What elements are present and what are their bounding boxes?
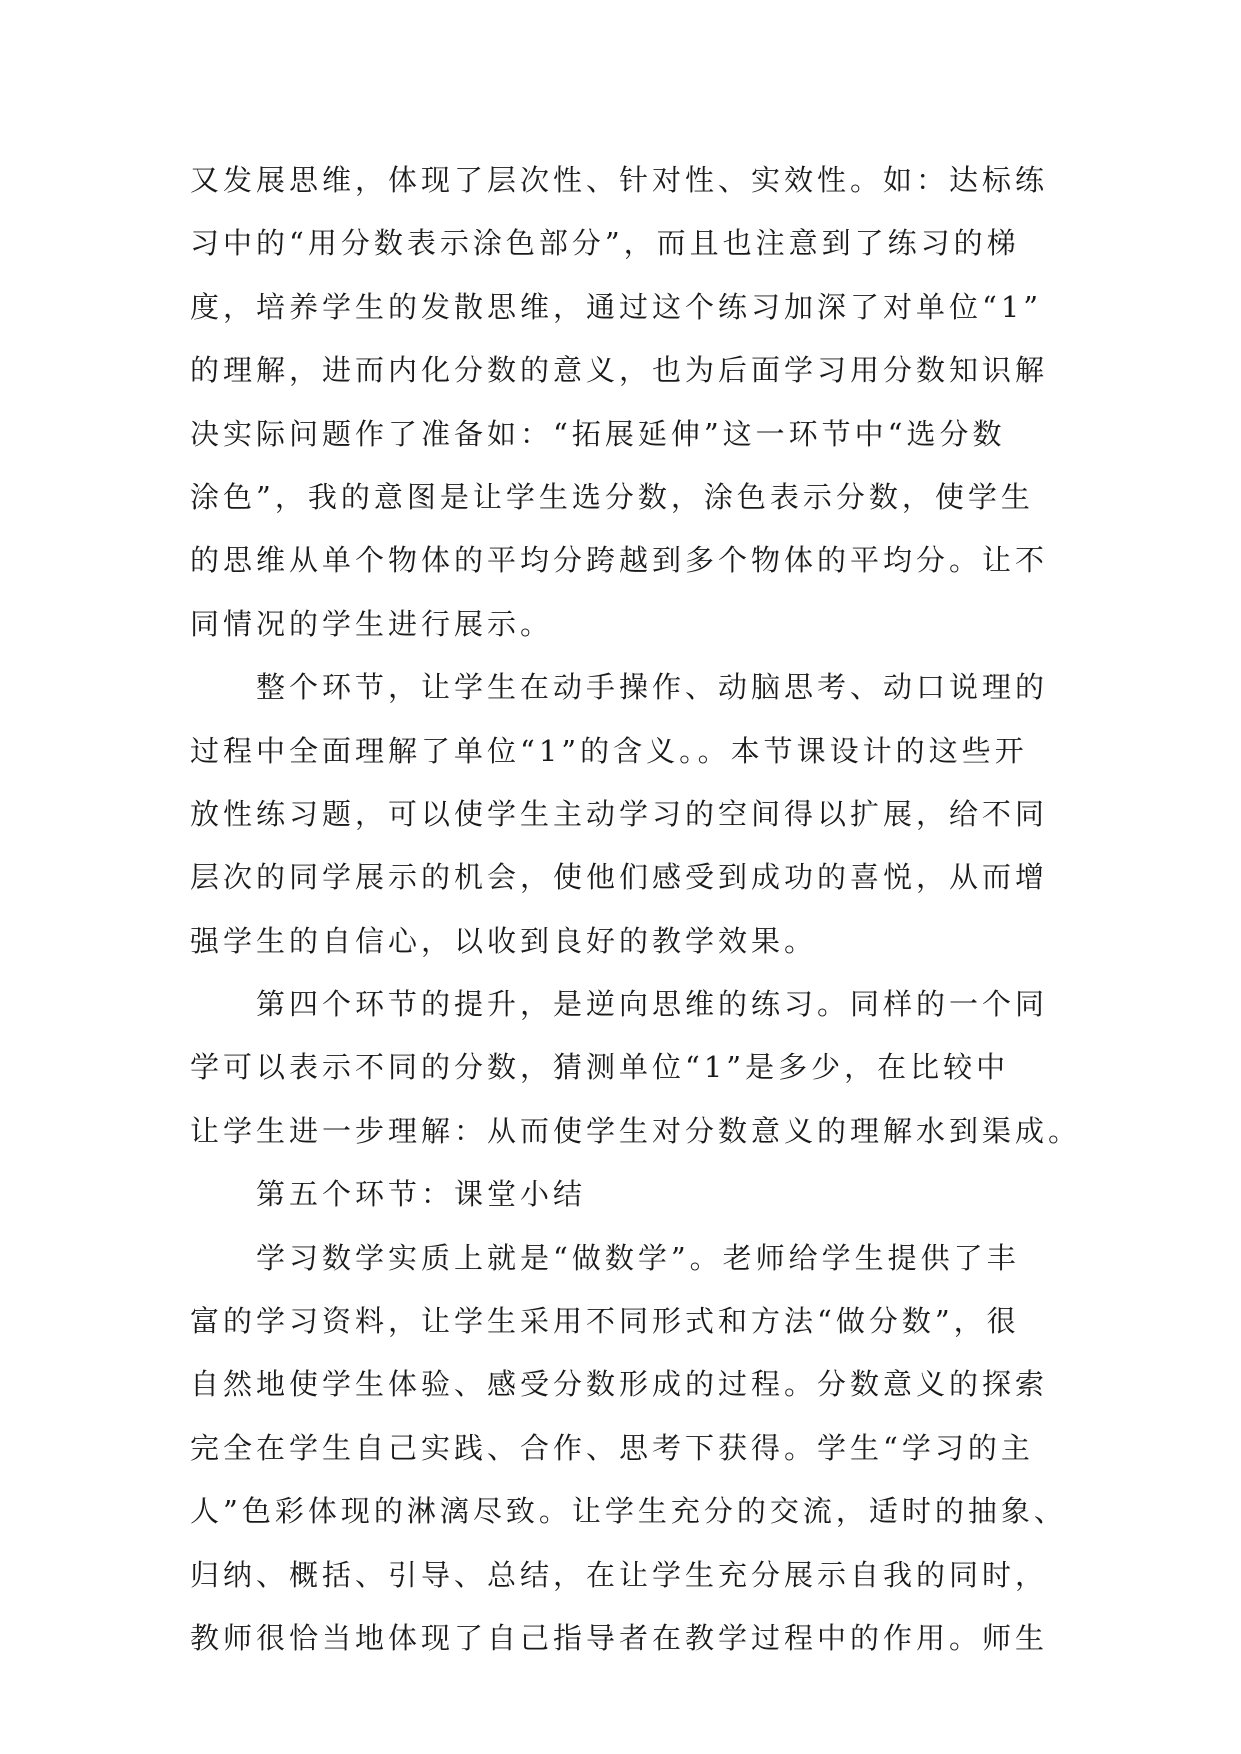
text-line: 放性练习题，可以使学生主动学习的空间得以扩展，给不同 <box>190 796 1049 831</box>
text-line: 学可以表示不同的分数，猜测单位“1”是多少，在比较中 <box>190 1050 1010 1085</box>
text-line: 强学生的自信心，以收到良好的教学效果。 <box>190 923 818 958</box>
text-line: 同情况的学生进行展示。 <box>190 606 554 641</box>
text-line: 度，培养学生的发散思维，通过这个练习加深了对单位“1” <box>190 289 1043 324</box>
text-line: 教师很恰当地体现了自己指导者在教学过程中的作用。师生 <box>190 1620 1049 1655</box>
text-line: 的理解，进而内化分数的意义，也为后面学习用分数知识解 <box>190 353 1049 388</box>
body-text <box>190 160 1082 1681</box>
text-line: 层次的同学展示的机会，使他们感受到成功的喜悦，从而增 <box>190 860 1049 895</box>
paragraph-first-line: 第四个环节的提升，是逆向思维的练习。同样的一个同 <box>256 987 1049 1022</box>
text-line: 富的学习资料，让学生采用不同形式和方法“做分数”，很 <box>190 1304 1020 1339</box>
section-heading: 第五个环节：课堂小结 <box>256 1177 587 1212</box>
text-line: 涂色”，我的意图是让学生选分数，涂色表示分数，使学生 <box>190 479 1034 514</box>
text-line: 又发展思维，体现了层次性、针对性、实效性。如：达标练 <box>190 163 1049 197</box>
text-line: 让学生进一步理解：从而使学生对分数意义的理解水到渠成。 <box>190 1113 1082 1148</box>
text-line: 归纳、概括、引导、总结，在让学生充分展示自我的同时， <box>190 1557 1049 1592</box>
paragraph-first-line: 学习数学实质上就是“做数学”。老师给学生提供了丰 <box>256 1240 1020 1275</box>
text-line: 习中的“用分数表示涂色部分”，而且也注意到了练习的梯 <box>190 226 1020 261</box>
text-line: 完全在学生自己实践、合作、思考下获得。学生“学习的主 <box>190 1430 1034 1465</box>
text-line: 人”色彩体现的淋漓尽致。让学生充分的交流，适时的抽象、 <box>190 1494 1067 1529</box>
text-line: 过程中全面理解了单位“1”的含义。。本节课设计的这些开 <box>190 733 1028 768</box>
paragraph-first-line: 整个环节，让学生在动手操作、动脑思考、动口说理的 <box>256 670 1049 705</box>
text-line: 决实际问题作了准备如：“拓展延伸”这一环节中“选分数 <box>190 416 1006 451</box>
text-line: 自然地使学生体验、感受分数形成的过程。分数意义的探索 <box>190 1367 1049 1402</box>
text-line: 的思维从单个物体的平均分跨越到多个物体的平均分。让不 <box>190 543 1049 578</box>
